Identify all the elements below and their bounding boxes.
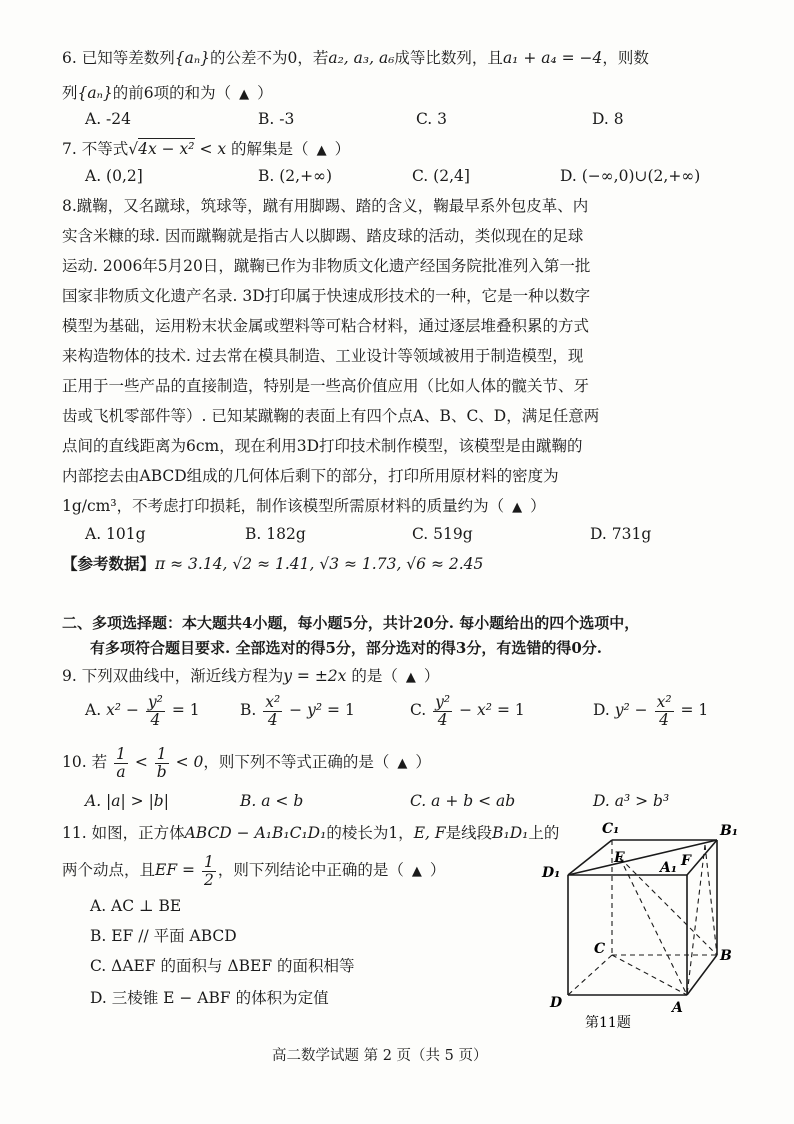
q8-option-d: D. 731g — [590, 525, 652, 543]
q8-line: 国家非物质文化遗产名录. 3D打印属于快速成形技术的一种，它是一种以数字 — [62, 287, 591, 305]
q8-last-text: 1g/cm³，不考虑打印损耗，制作该模型所需原材料的质量约为（ — [62, 497, 505, 515]
q8-ref-label: 【参考数据】 — [62, 554, 156, 573]
q9-c-frac — [433, 694, 452, 729]
q9-c-num: y² — [435, 692, 451, 711]
q9-d-op: − — [634, 701, 648, 719]
q11-line2-text: ，则下列结论中正确的是（ — [217, 861, 404, 879]
q9-d-num: x² — [656, 692, 672, 711]
q6-seq: {aₙ} — [174, 49, 210, 67]
q11-line2-prefix: 两个动点，且 — [62, 861, 156, 879]
q11-option-b: B. EF // 平面 ABCD — [90, 927, 237, 945]
label-b1: B₁ — [720, 823, 738, 839]
q11-cube: ABCD − A₁B₁C₁D₁ — [184, 824, 327, 842]
q6-cond: a₁ + a₄ = −4 — [502, 49, 603, 67]
section2-instructions: 有多项符合题目要求. 全部选对的得5分，部分选对的得3分，有选错的得0分. — [90, 639, 602, 657]
answer-triangle-icon: ▲ — [512, 500, 523, 515]
q9-eq: y = ±2x — [283, 667, 347, 685]
q7-line: 7. 不等式√4x − x² < x 的解集是（ ▲ ） — [62, 140, 351, 158]
q9-line — [62, 665, 439, 689]
q11-mid2: 是线段 — [445, 824, 493, 842]
q8-line: 点间的直线距离为6cm，现在利用3D打印技术制作模型，该模型是由蹴鞠的 — [62, 437, 583, 455]
q11-line1 — [62, 822, 559, 844]
q10-end: ） — [415, 753, 431, 771]
q11-option-a: A. AC ⊥ BE — [90, 897, 182, 915]
q8-option-b: B. 182g — [245, 525, 306, 543]
q8-line: 正用于一些产品的直接制造，特别是一些高价值应用（比如人体的髋关节、牙 — [62, 377, 590, 395]
q8-line: 运动. 2006年5月20日，蹴鞠已作为非物质文化遗产经国务院批准列入第一批 — [62, 257, 591, 275]
q10-prefix: 10. 若 — [62, 753, 108, 771]
q8-line: 模型为基础，运用粉末状金属或塑料等可粘合材料，通过逐层堆叠积累的方式 — [62, 317, 590, 335]
q10-option-c: C. a + b < ab — [410, 792, 516, 810]
q7-option-a: A. (0,2] — [85, 167, 143, 185]
label-d: D — [550, 995, 563, 1011]
q9-b-tail: = 1 — [327, 701, 355, 719]
q7-option-c: C. (2,4] — [412, 167, 470, 185]
section2-heading: 二、多项选择题：本大题共4小题，每小题5分，共计20分. 每小题给出的四个选项中， — [62, 614, 640, 632]
q9-option-a — [85, 690, 200, 730]
q9-d-frac — [655, 694, 674, 729]
q6-mid2: 成等比数列，且 — [394, 49, 503, 67]
q8-line: 内部挖去由ABCD组成的几何体后剩下的部分，打印所用原材料的密度为 — [62, 467, 559, 485]
q9-a-tail: = 1 — [171, 701, 200, 719]
q10-frac-a: $\frac{1}{a}$ — [116, 744, 126, 781]
q9-a-term: x² — [106, 701, 122, 719]
q8-option-a: A. 101g — [85, 525, 146, 543]
q7-radicand: 4x − x² — [138, 140, 195, 158]
answer-triangle-icon: ▲ — [405, 670, 416, 685]
q9-a-num: y² — [147, 692, 163, 711]
q6-mid: 的公差不为0，若 — [209, 49, 329, 67]
answer-triangle-icon: ▲ — [411, 864, 422, 879]
q11-option-c: C. ΔAEF 的面积与 ΔBEF 的面积相等 — [90, 957, 355, 975]
label-a: A — [672, 1000, 683, 1016]
answer-triangle-icon: ▲ — [397, 756, 408, 771]
answer-triangle-icon: ▲ — [316, 143, 327, 158]
q6-end: ，则数 — [602, 49, 649, 67]
q9-a-den: 4 — [150, 710, 161, 729]
label-b: B — [720, 948, 732, 964]
q11-ef: E, F — [413, 824, 446, 842]
q9-d-term: y² — [614, 701, 630, 719]
q7-ineq: < x — [199, 140, 227, 158]
q6-seq-2: {aₙ} — [77, 84, 113, 102]
q9-b-frac — [263, 694, 282, 729]
cube-figure — [540, 815, 750, 1035]
q6-line2-text: 的前6项的和为（ — [112, 84, 232, 102]
q9-d-den: 4 — [659, 710, 670, 729]
q10-frac-b: $\frac{1}{b}$ — [156, 744, 167, 781]
q7-option-d: D. (−∞,0)∪(2,+∞) — [560, 167, 701, 185]
q11-half: $\frac{1}{2}$ — [203, 852, 214, 889]
q6-line2-prefix: 列 — [62, 84, 78, 102]
q6-terms: a₂, a₃, a₆ — [328, 49, 395, 67]
q8-reference — [62, 553, 483, 575]
q11-prefix: 11. 如图，正方体 — [62, 824, 185, 842]
q6-option-a: A. -24 — [85, 110, 132, 128]
q9-option-c — [410, 690, 525, 730]
q9-option-b — [240, 690, 355, 730]
label-c: C — [594, 941, 606, 957]
q9-b-num: x² — [265, 692, 281, 711]
q6-option-b: B. -3 — [258, 110, 295, 128]
q11-end2: ） — [429, 861, 446, 879]
q10-option-d: D. a³ > b³ — [593, 792, 670, 810]
q10-option-b: B. a < b — [240, 792, 304, 810]
q8-line: 来构造物体的技术. 过去常在模具制造、工业设计等领域被用于制造模型，现 — [62, 347, 584, 365]
q9-b-op: − — [289, 701, 303, 719]
q9-b-den: 4 — [267, 710, 278, 729]
q8-line: 实含米糠的球. 因而蹴鞠就是指古人以脚踢、踏皮球的活动，类似现在的足球 — [62, 227, 584, 245]
q7-option-b: B. (2,+∞) — [258, 167, 333, 185]
q8-line: 8.蹴鞠，又名蹴球，筑球等，蹴有用脚踢、踏的含义，鞠最早系外包皮革、内 — [62, 197, 589, 215]
label-c1: C₁ — [602, 821, 620, 837]
q9-text: 的是（ — [351, 667, 398, 685]
q6-line2 — [62, 82, 273, 106]
q9-c-tail: = 1 — [496, 701, 525, 719]
q9-c-label: C. — [410, 701, 427, 719]
q8-line: 齿或飞机零部件等）. 已知某蹴鞠的表面上有四个点A、B、C、D，满足任意两 — [62, 407, 600, 425]
figure-caption: 第11题 — [585, 1015, 631, 1031]
q7-text: 的解集是（ — [231, 140, 309, 158]
label-a1: A₁ — [660, 860, 677, 876]
q7-end: ） — [334, 140, 351, 158]
q6-line1 — [62, 47, 649, 69]
q9-a-op: − — [125, 701, 139, 719]
q9-prefix: 9. 下列双曲线中，渐近线方程为 — [62, 667, 284, 685]
q7-prefix: 7. 不等式 — [62, 140, 129, 158]
q10-text: ，则下列不等式正确的是（ — [203, 753, 390, 771]
q11-eq: EF = — [155, 861, 195, 879]
label-f: F — [681, 853, 691, 869]
q10-ineq-tail: < 0 — [175, 753, 204, 771]
q6-option-d: D. 8 — [592, 110, 624, 128]
q9-option-d — [593, 690, 708, 730]
q8-ref-values: π ≈ 3.14, √2 ≈ 1.41, √3 ≈ 1.73, √6 ≈ 2.45 — [155, 555, 484, 573]
q9-a-label: A. — [85, 701, 102, 719]
q6-prefix: 6. 已知等差数列 — [62, 49, 175, 67]
q11-mid: 的棱长为1， — [326, 824, 414, 842]
q9-b-label: B. — [240, 701, 257, 719]
answer-triangle-icon: ▲ — [239, 87, 250, 102]
q11-seg: B₁D₁ — [492, 824, 529, 842]
q9-a-frac — [146, 694, 165, 729]
q8-last-line — [62, 495, 546, 519]
q8-option-c: C. 519g — [412, 525, 473, 543]
q9-d-label: D. — [593, 701, 610, 719]
q6-line2-end: ） — [257, 84, 273, 102]
q11-option-d: D. 三棱锥 E − ABF 的体积为定值 — [90, 989, 329, 1007]
page-footer: 高二数学试题 第 2 页（共 5 页） — [272, 1048, 488, 1064]
q9-c-den: 4 — [437, 710, 448, 729]
q10-line: 10. 若 $\frac{1}{a}$ < $\frac{1}{b}$ < 0，则下列不等式正确的是（ ▲ ） — [62, 744, 431, 781]
q9-end: ） — [423, 667, 440, 685]
q9-c-op: − — [459, 701, 473, 719]
label-d1: D₁ — [542, 865, 561, 881]
q11-line2 — [62, 850, 445, 892]
q11-end1: 上的 — [528, 824, 560, 842]
q9-b-term: y² — [307, 701, 323, 719]
q10-option-a: A. |a| > |b| — [85, 792, 169, 810]
q9-d-tail: = 1 — [680, 701, 709, 719]
q9-c-term: x² — [477, 701, 492, 719]
label-e: E — [614, 850, 625, 866]
q8-end: ） — [530, 497, 546, 515]
q6-option-c: C. 3 — [416, 110, 448, 128]
